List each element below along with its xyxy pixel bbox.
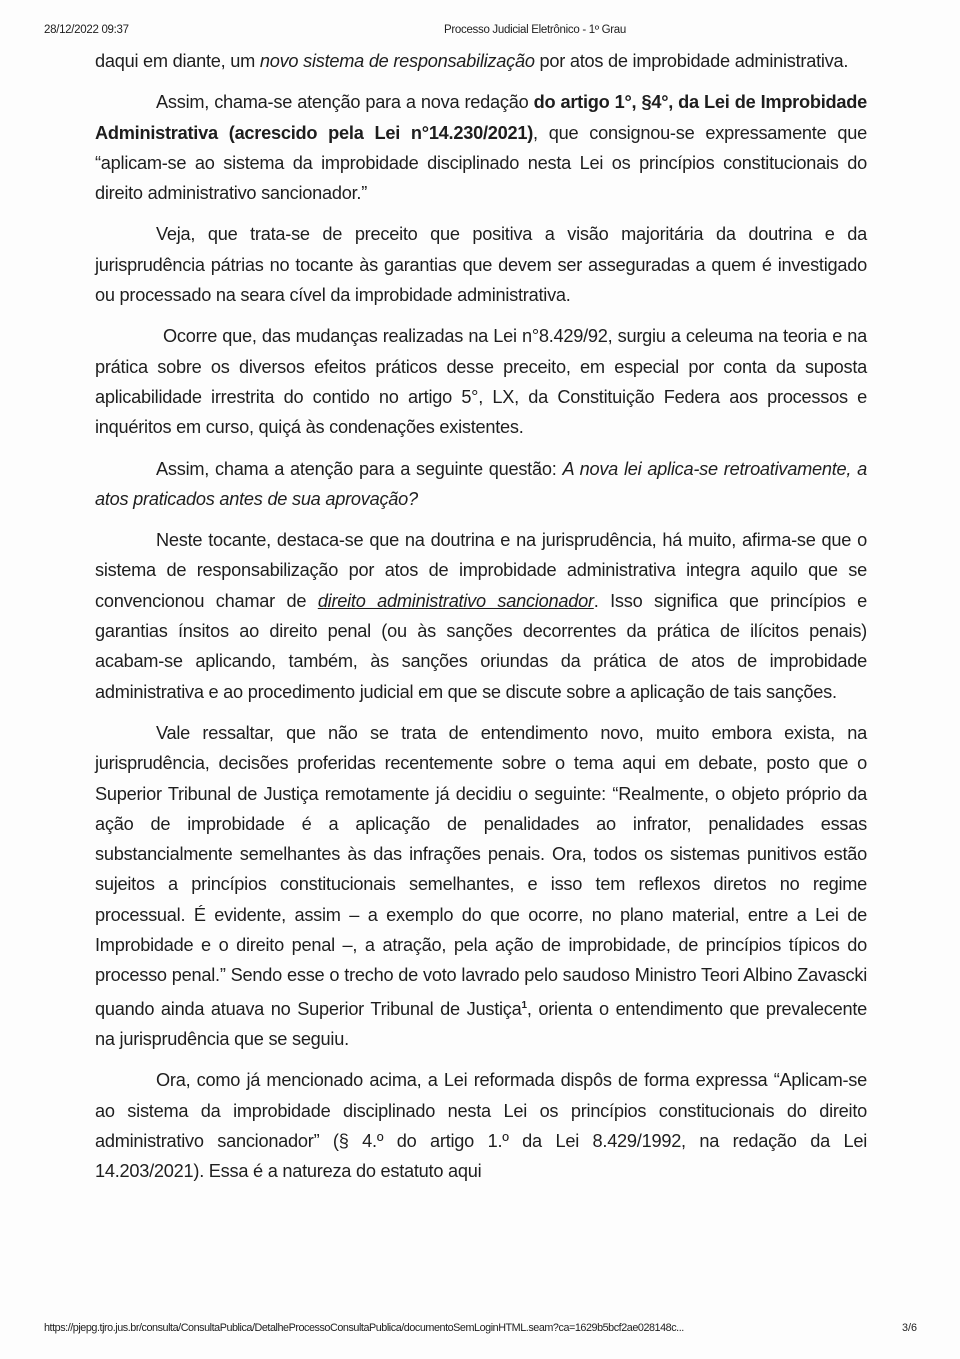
paragraph — [95, 718, 867, 1054]
text: daqui em diante, um — [95, 51, 260, 71]
text: Neste tocante, destaca-se que na doutrina e na jurisprudência, há muito, afirma-se que o sistema de responsabilização por atos de improbidade administrativa integra aquilo que se convencionou chamar de — [95, 530, 867, 611]
text: , que consignou-se expressamente que “aplicam-se ao sistema da improbidade disciplinado nesta Lei os princípios constitucionais do direito administrativo sancionador.” — [95, 122, 867, 204]
paragraph — [95, 87, 867, 208]
text: Ora, como já mencionado acima, a Lei reformada dispôs de forma expressa “Aplicam-se ao sistema da improbidade disciplinado nesta Lei os princípios constitucionais do direito administrativo sancionador” (§ 4.º do artigo 1.º da Lei 8.429/1992, na redação da Lei 14.203/2021). Essa é a natureza do estatuto aqui — [95, 1070, 867, 1182]
text: Ocorre que, das mudanças realizadas na Lei n°8.429/92, surgiu a celeuma na teoria e na prática sobre os diversos efeitos práticos desse preceito, em especial por conta da suposta aplicabilidade irrestrita do contido no artigo 5°, LX, da Constituição Federa aos processos e inquéritos em curso, quiçá às condenações existentes. — [95, 326, 867, 438]
paragraph — [95, 219, 867, 310]
text: Veja, que trata-se de preceito que positiva a visão majoritária da doutrina e da jurisprudência pátrias no tocante às garantias que devem ser asseguradas a quem é investigado ou processado na seara cível da improbidade administrativa. — [95, 224, 867, 306]
paragraph — [95, 525, 867, 707]
document-url: https://pjepg.tjro.jus.br/consulta/ConsultaPublica/DetalheProcessoConsultaPublica/documentoSemLoginHTML.seam?ca=1629b5bcf2ae028148c... — [44, 1322, 684, 1334]
paragraph — [95, 321, 867, 442]
text: . Isso significa que princípios e garantias ínsitos ao direito penal (ou às sanções decorrentes da prática de ilícitos penais) acabam-se aplicando, também, às sanções oriundas da prática de atos de improbidade administrativa e ao procedimento judicial em que se discute sobre a aplicação de tais sanções. — [95, 590, 867, 702]
document-body — [95, 46, 867, 1186]
italic-text: novo sistema de responsabilização — [259, 51, 535, 71]
text: Assim, chama a atenção para a seguinte questão: — [156, 458, 563, 479]
italic-question: A nova lei aplica-se retroativamente, a atos praticados antes de sua aprovação? — [95, 458, 867, 509]
bold-text: do artigo 1°, §4°, da Lei de Improbidade Administrativa (acrescido pela Lei n°14.230/2021) — [95, 92, 867, 143]
text: por atos de improbidade administrativa. — [534, 51, 849, 71]
text: Assim, chama-se atenção para a nova redação — [156, 92, 534, 113]
paragraph — [95, 454, 867, 515]
text: Vale ressaltar, que não se trata de entendimento novo, muito embora exista, na jurisprudência, decisões proferidas recentemente sobre o tema aqui em debate, posto que o Superior Tribunal de Justiça remotamente já decidiu o seguinte: “Realmente, o objeto próprio da ação de improbidade é a aplicação de penalidades ao infrator, penalidades essas substancialmente semelhantes às das infrações penais. Ora, todos os sistemas punitivos estão sujeitos a princípios constitucionais semelhantes, e isso tem reflexos diretos no regime processual. É evidente, assim – a exemplo do que ocorre, no plano material, entre a Lei de Improbidade e o direito penal –, a atração, pela ação de improbidade, de princípios típicos do processo penal.” Sendo esse o trecho de voto lavrado pelo saudoso Ministro Teori Albino Zavascki quando ainda atuava no Superior Tribunal de Justiça — [95, 722, 867, 1019]
page-header-title: Processo Judicial Eletrônico - 1º Grau — [444, 24, 626, 36]
footnote-marker[interactable]: 1 — [521, 999, 527, 1011]
paragraph — [95, 1065, 867, 1186]
page-number: 3/6 — [902, 1322, 918, 1334]
text: , orienta o entendimento que prevalecente na jurisprudência que se seguiu. — [95, 998, 867, 1049]
paragraph — [95, 46, 867, 76]
underlined-term: direito administrativo sancionador — [317, 590, 594, 611]
print-datetime: 28/12/2022 09:37 — [44, 24, 129, 36]
